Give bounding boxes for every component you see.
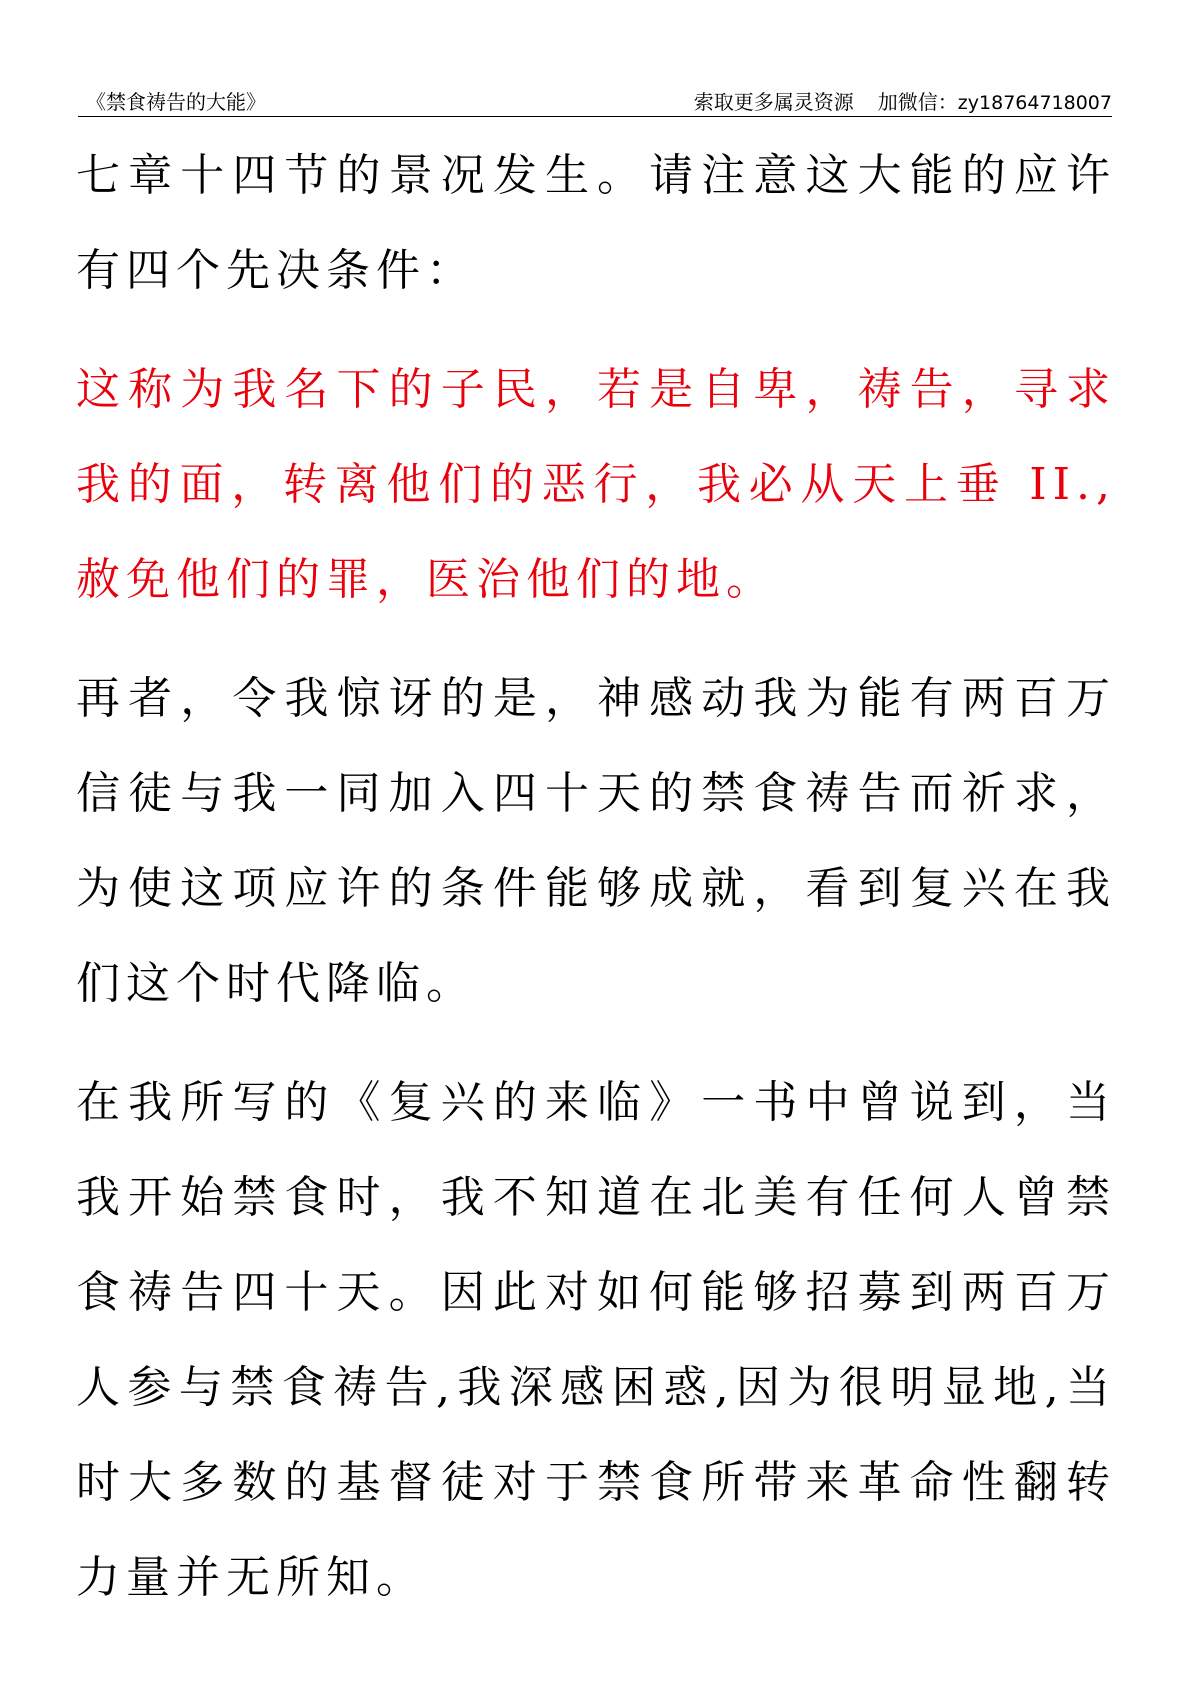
- paragraph-two-million: 再者，令我惊讶的是，神感动我为能有两百万信徒与我一同加入四十天的禁食祷告而祈求，为使这项应许的条件能够成就，看到复兴在我们这个时代降临。: [76, 673, 1116, 1009]
- page-body: [76, 128, 1116, 1649]
- scripture-quote: 这称为我名下的子民，若是自卑，祷告，寻求我的面，转离他们的恶行，我必从天上垂 II.,赦免他们的罪，医治他们的地。: [76, 364, 1116, 605]
- wechat-id: zy18764718007: [957, 92, 1112, 114]
- paragraph-revival-book: 在我所写的《复兴的来临》一书中曾说到，当我开始禁食时，我不知道在北美有任何人曾禁食祷告四十天。因此对如何能够招募到两百万人参与禁食祷告,我深感困惑,因为很明显地,当时大多数的基督徒对于禁食所带来革命性翻转力量并无所知。: [76, 1077, 1116, 1603]
- header-resource-info: [694, 86, 1112, 115]
- book-title: 《禁食祷告的大能》: [86, 90, 266, 114]
- resource-text: 索取更多属灵资源: [693, 90, 854, 114]
- paragraph-intro: 七章十四节的景况发生。请注意这大能的应许有四个先决条件：: [76, 150, 1116, 296]
- wechat-label: 加微信：: [877, 90, 958, 114]
- page-header: [78, 82, 1112, 117]
